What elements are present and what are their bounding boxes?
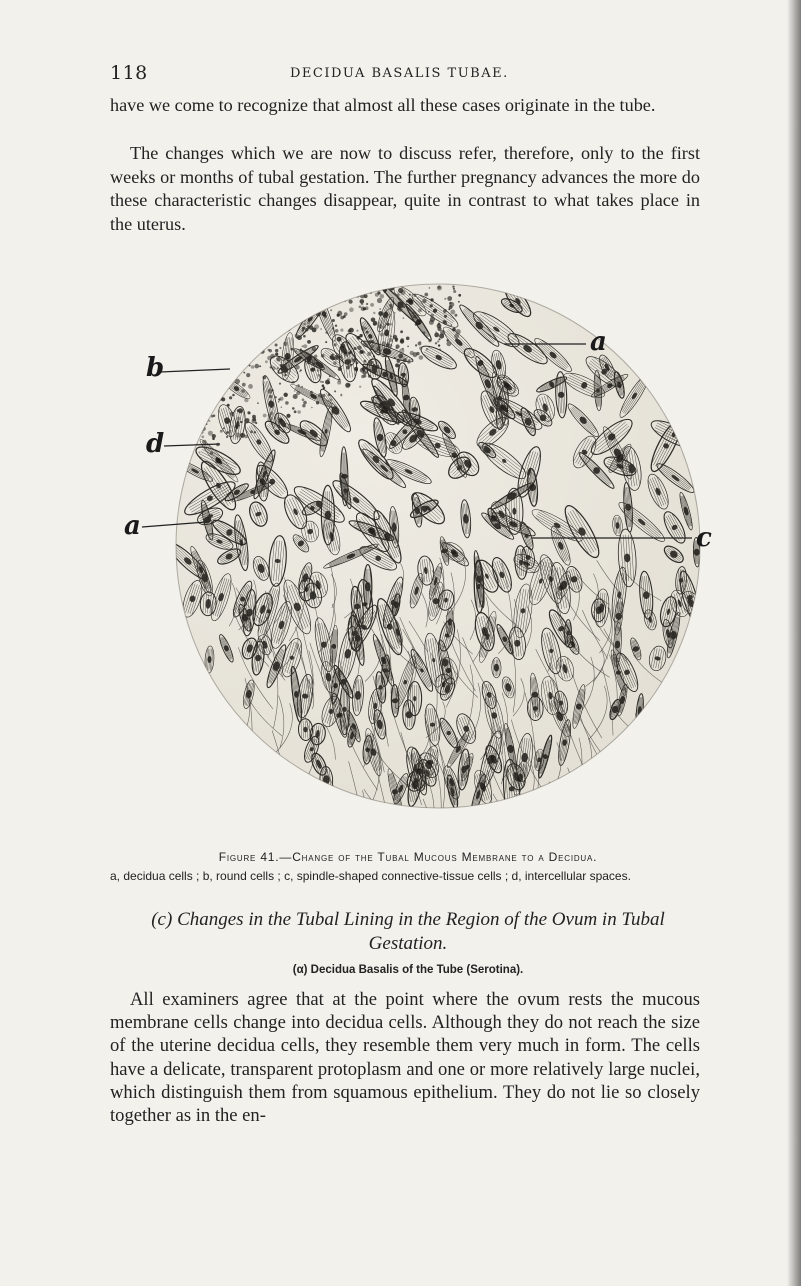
paragraph-1: have we come to recognize that almost all these cases originate in the tube. (110, 95, 656, 115)
running-head: DECIDUA BASALIS TUBAE. (290, 66, 509, 81)
label-b: b (146, 353, 165, 383)
subsection-heading: (α) Decidua Basalis of the Tube (Serotina). (292, 964, 524, 976)
paragraph-3: All examiners agree that at the point where the ovum rests the mucous membrane cells change into decidua cells. Although they do not reach the size of the uterine decidua cells, they resemble them very much in form. The cells have a delicate, transparent protoplasm and one or more relatively large nuclei, which distinguish them from squamous epithelium. They do not lie so closely together as in the en- (110, 989, 700, 1127)
caption-legend: a, decidua cells ; b, round cells ; c, spindle-shaped connective-tissue cells ; d, intercellular spaces. (110, 869, 631, 883)
figure-41 (102, 276, 724, 846)
label-a-top: a (590, 327, 607, 357)
figure-caption (110, 848, 706, 886)
section-heading: (c) Changes in the Tubal Lining in the Region of the Ovum in Tubal Gestation. (151, 909, 665, 954)
label-a-left: a (124, 511, 141, 541)
label-c: c (696, 523, 712, 553)
label-d: d (146, 429, 165, 459)
page-header (110, 62, 690, 84)
page-edge-shadow (787, 0, 801, 1286)
histology-illustration (102, 276, 724, 846)
caption-title: Figure 41.—Change of the Tubal Mucous Membrane to a Decidua. (218, 850, 598, 864)
paragraph-2: The changes which we are now to discuss refer, therefore, only to the first weeks or months of tubal gestation. The further pregnancy advances the more do these characteristic changes disappear, quite in contrast to what takes place in the uterus. (110, 143, 700, 234)
page-number: 118 (110, 62, 148, 84)
